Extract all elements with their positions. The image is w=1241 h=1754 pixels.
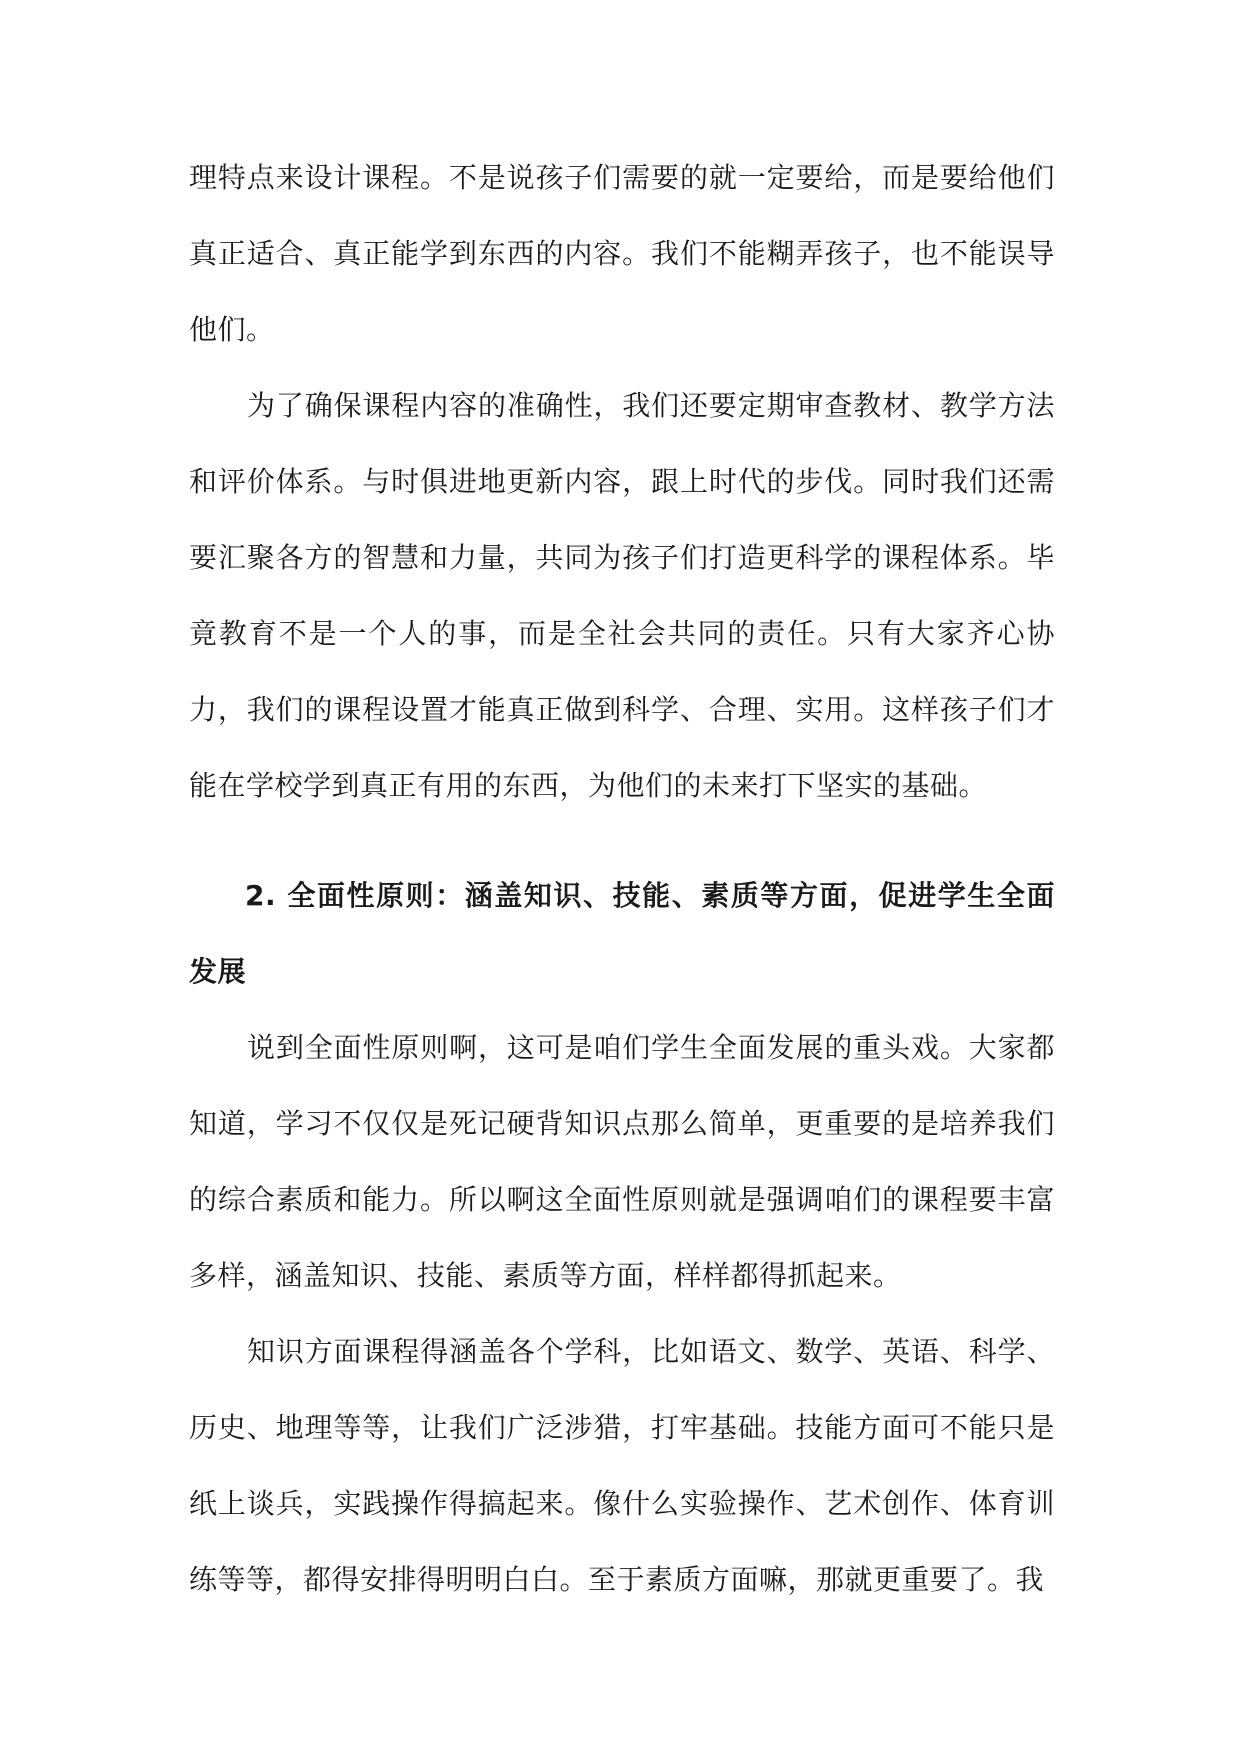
paragraph-continuation: 理特点来设计课程。不是说孩子们需要的就一定要给，而是要给他们真正适合、真正能学到东西的内容。我们不能糊弄孩子，也不能误导他们。 [189,161,1055,346]
paragraph-knowledge-skills: 知识方面课程得涵盖各个学科，比如语文、数学、英语、科学、历史、地理等等，让我们广泛涉猎，打牢基础。技能方面可不能只是纸上谈兵，实践操作得搞起来。像什么实验操作、艺术创作、体育训练等等，都得安排得明明白白。至于素质方面嘛，那就更重要了。我 [189,1335,1055,1596]
paragraph-comprehensive: 说到全面性原则啊，这可是咱们学生全面发展的重头戏。大家都知道，学习不仅仅是死记硬背知识点那么简单，更重要的是培养我们的综合素质和能力。所以啊这全面性原则就是强调咱们的课程要丰富多样，涵盖知识、技能、素质等方面，样样都得抓起来。 [189,1031,1055,1292]
paragraph-accuracy: 为了确保课程内容的准确性，我们还要定期审查教材、教学方法和评价体系。与时俱进地更新内容，跟上时代的步伐。同时我们还需要汇聚各方的智慧和力量，共同为孩子们打造更科学的课程体系。毕竟教育不是一个人的事，而是全社会共同的责任。只有大家齐心协力，我们的课程设置才能真正做到科学、合理、实用。这样孩子们才能在学校学到真正有用的东西，为他们的未来打下坚实的基础。 [189,389,1055,802]
section-heading: 2. 全面性原则：涵盖知识、技能、素质等方面，促进学生全面发展 [189,879,1055,988]
document-body [189,140,1055,1618]
